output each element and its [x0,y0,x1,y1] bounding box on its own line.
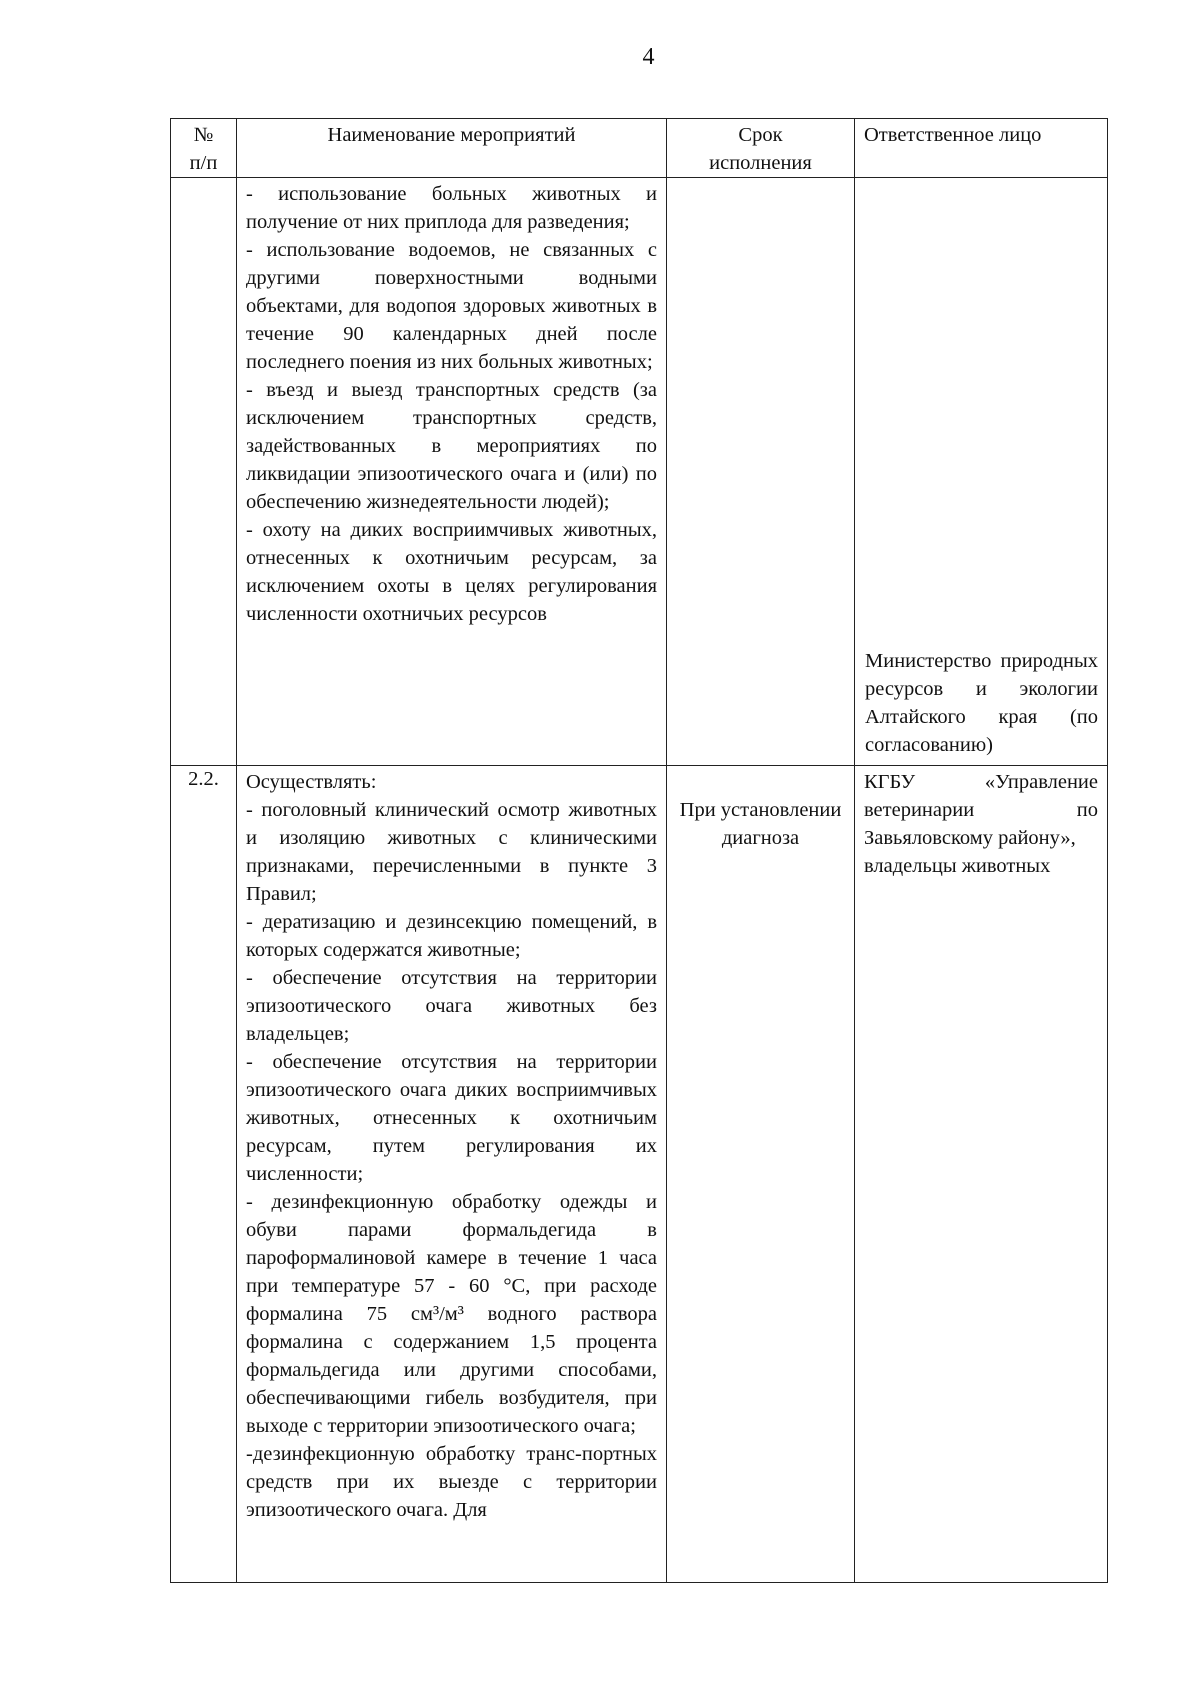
measure-item: - въезд и выезд транспортных средств (за исключением транспортных средств, задействованных в мероприятиях по ликвидации эпизоотического очага и (или) по обеспечению жизнедеятельности людей); [246,379,657,513]
responsible-text: КГБУ «Управление ветеринарии по Завьяловскому району», [864,771,1098,849]
row-2-measures [237,766,667,1583]
header-term [667,119,855,178]
measure-item: - использование водоемов, не связанных с другими поверхностными водными объектами, для водопоя здоровых животных в течение 90 календарных дней после последнего поения из них больных животных; [246,239,657,373]
measures-table [170,118,1108,1583]
header-term-line-2: исполнения [709,152,812,174]
row-1-responsible [855,178,1108,766]
measure-item: - использование больных животных и получение от них приплода для разведения; [246,183,657,233]
responsible-text: владельцы животных [864,855,1051,877]
header-responsible-label: Ответственное лицо [864,124,1042,146]
row-1-number [171,178,237,766]
measure-item: - обеспечение отсутствия на территории эпизоотического очага животных без владельцев; [246,967,657,1045]
measure-item: - дератизацию и дезинсекцию помещений, в которых содержатся животные; [246,911,657,961]
header-number-line-2: п/п [189,152,218,174]
measure-item: - обеспечение отсутствия на территории эпизоотического очага диких восприимчивых животных, отнесенных к охотничьим ресурсам, путем регулирования их численности; [246,1051,657,1185]
measure-item: -дезинфекционную обработку транс-портных средств при их выезде с территории эпизоотического очага. Для [246,1443,657,1521]
row-2-number: 2.2. [171,766,237,1583]
header-responsible [855,119,1108,178]
header-measures [237,119,667,178]
table-header-row [171,119,1108,178]
header-measures-label: Наименование мероприятий [327,124,576,146]
table-row [171,766,1108,1583]
header-number-line-1: № [193,124,214,146]
measure-item: - охоту на диких восприимчивых животных, отнесенных к охотничьим ресурсам, за исключением охоты в целях регулирования численности охотничьих ресурсов [246,519,657,625]
measure-item: - поголовный клинический осмотр животных и изоляцию животных с клиническими признаками, перечисленными в пункте 3 Правил; [246,799,657,905]
table-row [171,178,1108,766]
header-term-line-1: Срок [738,124,783,146]
row-1-measures [237,178,667,766]
row-2-responsible [855,766,1108,1583]
measure-item: - дезинфекционную обработку одежды и обуви парами формальдегида в пароформалиновой камере в течение 1 часа при температуре 57 - 60 °C, при расходе формалина 75 см³/м³ водного раствора формалина с содержанием 1,5 процента формальдегида или другими способами, обеспечивающими гибель возбудителя, при выходе с территории эпизоотического очага; [246,1191,657,1437]
row-2-term [667,766,855,1583]
row-1-term [667,178,855,766]
term-text: При установлении диагноза [679,799,842,849]
page-number: 4 [642,44,655,70]
header-number [171,119,237,178]
measure-item: Осуществлять: [246,771,377,793]
responsible-text: Министерство природных ресурсов и экологии Алтайского края (по согласованию) [865,650,1098,756]
